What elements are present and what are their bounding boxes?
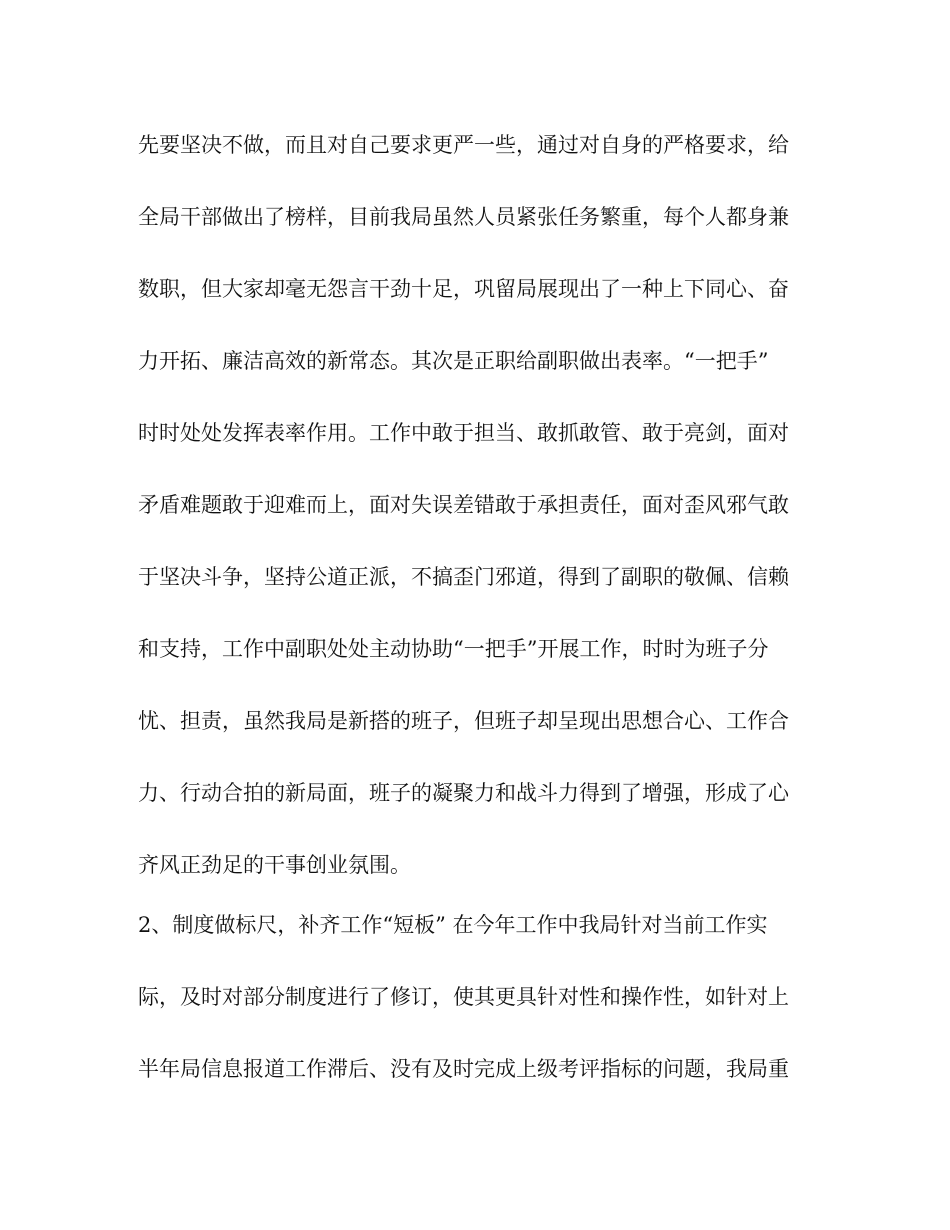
- section-heading-line: 2、制度做标尺，补齐工作“短板” 在今年工作中我局针对当前工作实: [138, 913, 768, 937]
- text-line: 和支持，工作中副职处处主动协助“一把手”开展工作，时时为班子分: [138, 637, 769, 661]
- text-line: 力、行动合拍的新局面，班子的凝聚力和战斗力得到了增强，形成了心: [138, 781, 789, 805]
- paragraph-end-line: 齐风正劲足的干事创业氛围。: [138, 853, 411, 877]
- text-line: 力开拓、廉洁高效的新常态。其次是正职给副职做出表率。“一把手”: [138, 349, 769, 373]
- text-line: 际，及时对部分制度进行了修订，使其更具针对性和操作性，如针对上: [138, 985, 789, 1009]
- text-line: 先要坚决不做，而且对自己要求更严一些，通过对自身的严格要求，给: [138, 133, 789, 157]
- text-line: 半年局信息报道工作滞后、没有及时完成上级考评指标的问题，我局重: [138, 1057, 789, 1081]
- body-text: [138, 124, 818, 1120]
- text-line: 于坚决斗争，坚持公道正派，不搞歪门邪道，得到了副职的敬佩、信赖: [138, 565, 789, 589]
- text-line: 数职，但大家却毫无怨言干劲十足，巩留局展现出了一种上下同心、奋: [138, 277, 789, 301]
- text-line: 全局干部做出了榜样，目前我局虽然人员紧张任务繁重，每个人都身兼: [138, 205, 789, 229]
- text-line: 时时处处发挥表率作用。工作中敢于担当、敢抓敢管、敢于亮剑，面对: [138, 421, 789, 445]
- text-line: 忧、担责，虽然我局是新搭的班子，但班子却呈现出思想合心、工作合: [138, 709, 789, 733]
- text-line: 矛盾难题敢于迎难而上，面对失误差错敢于承担责任，面对歪风邪气敢: [138, 493, 789, 517]
